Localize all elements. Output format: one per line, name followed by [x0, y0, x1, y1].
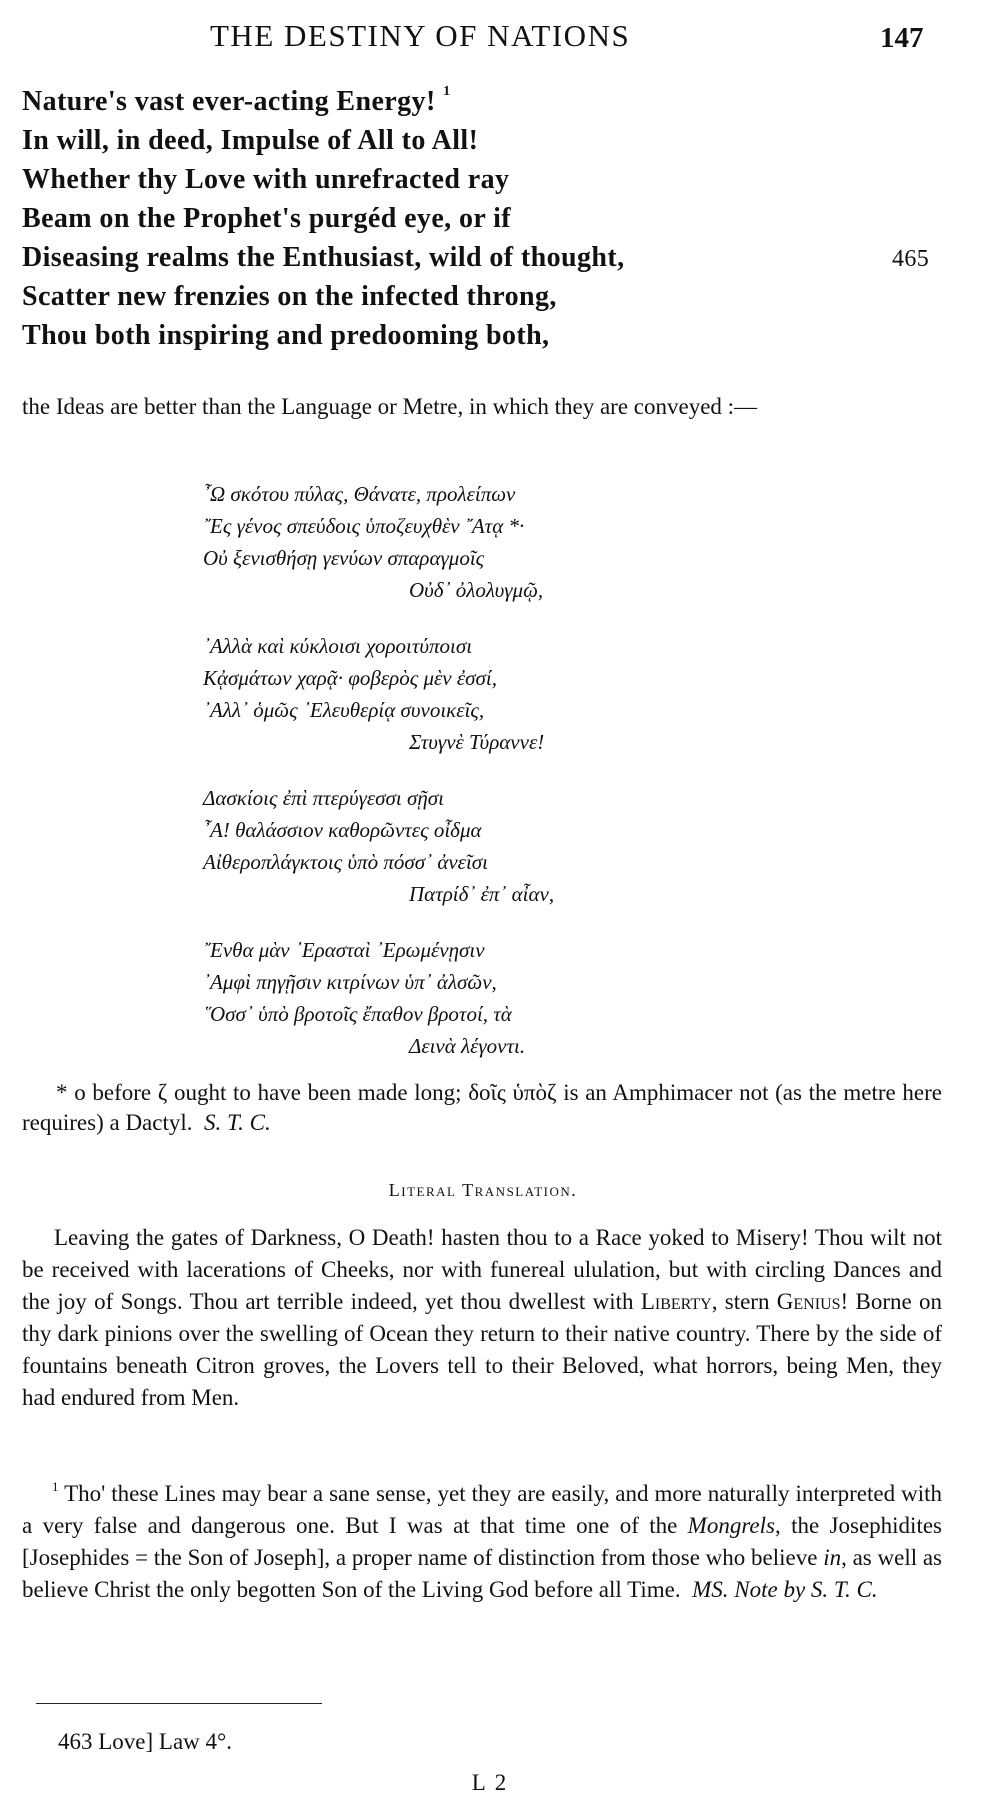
liberty-word: Liberty [640, 1289, 712, 1314]
greek-stanza [203, 934, 763, 1062]
genius-word: Genius [776, 1289, 841, 1314]
variant-note: 463 Love] Law 4°. [58, 1729, 232, 1754]
greek-refrain: Στυγνὲ Τύραννε! [409, 730, 545, 754]
verse-line [22, 316, 942, 355]
greek-refrain: Δεινὰ λέγοντι. [409, 1034, 526, 1058]
note-attribution: MS. Note by S. T. C. [692, 1577, 878, 1602]
greek-line: ῏Ω σκότου πύλας, Θάνατε, προλείπων [203, 482, 516, 506]
signature-mark: L 2 [471, 1770, 509, 1795]
translation-paragraph [22, 1222, 942, 1414]
note-text: , as well as believe Christ the only begotten Son of the Living God before all Time. [22, 1545, 943, 1602]
footnote-divider [36, 1703, 322, 1704]
footnote-ref: 1 [443, 84, 451, 99]
footnote-text: ο before ζ ought to have been made long; δοῖς ὑπὸζ is an Amphimacer not (as the metre here requires) a Dactyl. [22, 1080, 943, 1135]
running-title: THE DESTINY OF NATIONS [210, 18, 631, 53]
greek-line: ᾽Αλλὰ καὶ κύκλοισι χοροιτύποισι [203, 634, 473, 658]
verse-line-text: Diseasing realms the Enthusiast, wild of thought, [22, 242, 625, 273]
verse-line-text: Scatter new frenzies on the infected throng, [22, 281, 557, 312]
greek-line: Οὐ ξενισθήσῃ γενύων σπαραγμοῖς [203, 546, 485, 570]
verse-line [22, 82, 942, 121]
greek-refrain: Οὐδ᾽ ὀλολυγμῷ, [409, 578, 544, 602]
line-number: 465 [892, 246, 930, 272]
greek-line: Κᾀσμάτων χαρᾷ· φοβερὸς μὲν ἐσσί, [203, 666, 497, 690]
translation-text: , stern [711, 1289, 770, 1314]
greek-refrain: Πατρίδ᾽ ἐπ᾽ αἶαν, [409, 882, 555, 906]
verse-line [22, 160, 942, 199]
verse-line [22, 121, 942, 160]
footnote-mark: * [56, 1080, 68, 1105]
literal-translation [22, 1222, 942, 1414]
verse-line-text: In will, in deed, Impulse of All to All! [22, 125, 479, 156]
greek-line: ῎Ενθα μὰν ᾽Ερασταὶ ᾽Ερωμένῃσιν [203, 938, 485, 962]
footnote-signature: S. T. C. [204, 1110, 271, 1135]
greek-line: ῞Οσσ᾽ ὑπὸ βροτοῖς ἔπαθον βροτοί, τὰ [203, 1002, 512, 1026]
greek-line: ῎Ες γένος σπεύδοις ὑπoζευχθὲν ῎Ατᾳ *· [203, 514, 525, 538]
greek-line: ῏Α! θαλάσσιον καθορῶντες οἶδμα [203, 818, 482, 842]
footnote-mark: 1 [52, 1479, 59, 1494]
verse-line [22, 277, 942, 316]
translation-text: Leaving the gates of Darkness, O Death! hasten thou to a Race yoked to Misery! Thou wilt not be received with lacerations of Cheeks, nor with funereal ululation, but with circling Dances and the joy of Songs. Thou art terrible indeed, yet thou dwellest with [22, 1225, 942, 1314]
in-word: in [823, 1545, 842, 1570]
footnote-1 [22, 1478, 942, 1606]
greek-stanza [203, 782, 763, 910]
note-text: , the Josephidites [Josephides = the Son of Joseph], a proper name of distinction from those who believe [22, 1513, 942, 1570]
verse-line-text: Whether thy Love with unrefracted ray [22, 164, 510, 195]
running-head [0, 18, 940, 58]
verse-block [22, 82, 942, 355]
greek-line: Δασκίοις ἐπὶ πτερύγεσσι σῇσι [203, 786, 444, 810]
mongrels-word: Mongrels [687, 1513, 775, 1538]
page-number: 147 [880, 22, 924, 54]
verse-line-text: Beam on the Prophet's purgéd eye, or if [22, 203, 511, 234]
greek-line: ᾽Αλλ᾽ ὁμῶς ᾽Ελευθερίᾳ συνοικεῖς, [203, 698, 485, 722]
greek-stanza [203, 478, 763, 606]
greek-line: Αἰθεροπλάγκτοις ὑπὸ πόσσ᾽ ἀνεῖσι [203, 850, 488, 874]
greek-ode [203, 478, 763, 1086]
section-heading: Literal Translation. [388, 1180, 578, 1200]
translation-text: ! Borne on thy dark pinions over the swelling of Ocean they return to their native country. There by the side of fountains beneath Citron groves, the Lovers tell to their Beloved, what horrors, being Men, they had endured from Men. [22, 1289, 943, 1410]
prose-intro: the Ideas are better than the Language or Metre, in which they are conveyed :— [22, 394, 758, 419]
greek-stanza [203, 630, 763, 758]
greek-line: ᾽Αμφὶ πηγῇσιν κιτρίνων ὑπ᾽ ἀλσῶν, [203, 970, 497, 994]
verse-line [22, 238, 942, 277]
verse-line-text: Nature's vast ever-acting Energy! [22, 86, 436, 117]
verse-line [22, 199, 942, 238]
verse-line-text: Thou both inspiring and predooming both, [22, 320, 550, 351]
metre-footnote [22, 1078, 942, 1138]
note-text: Tho' these Lines may bear a sane sense, yet they are easily, and more naturally interpreted with a very false and dangerous one. But I was at that time one of the [22, 1481, 942, 1538]
